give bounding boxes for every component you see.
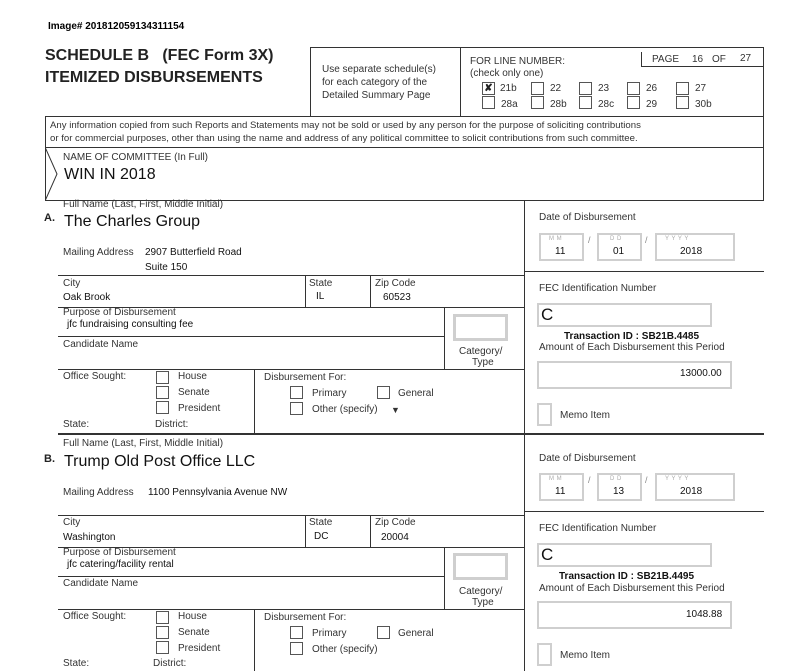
entry-a-memo-label: Memo Item bbox=[560, 410, 611, 421]
entry-b-president-label: President bbox=[178, 643, 221, 654]
entry-a-fec-prefix: C bbox=[541, 305, 554, 324]
entry-b-category-label: Category/ bbox=[459, 586, 503, 597]
entry-a-amount-label: Amount of Each Disbursement this Period bbox=[539, 342, 725, 353]
line-29-label: 29 bbox=[646, 99, 658, 110]
entry-a-office-label: Office Sought: bbox=[63, 371, 127, 382]
entry-b-memo-checkbox[interactable] bbox=[537, 643, 552, 666]
entry-b-president-checkbox[interactable] bbox=[156, 641, 169, 654]
entry-b-payee-name: Trump Old Post Office LLC bbox=[64, 453, 256, 470]
line-21b-checkbox[interactable]: ✘ bbox=[482, 82, 495, 95]
entry-b-house-checkbox[interactable] bbox=[156, 611, 169, 624]
entry-a-year: 2018 bbox=[680, 246, 703, 257]
line-26-label: 26 bbox=[646, 83, 658, 94]
entry-b-amount: 1048.88 bbox=[686, 609, 723, 620]
entry-a-address-line2: Suite 150 bbox=[145, 262, 188, 273]
entry-b-candidate-label: Candidate Name bbox=[63, 578, 139, 589]
entry-a-state-field-label: State: bbox=[63, 419, 90, 430]
entry-b-general-label: General bbox=[398, 628, 434, 639]
page-label: PAGE bbox=[652, 54, 680, 65]
entry-a-day: 01 bbox=[613, 246, 625, 257]
line-28b-checkbox[interactable] bbox=[531, 96, 544, 109]
entry-b-date-slash1: / bbox=[588, 475, 591, 485]
entry-b-day-ticks: D D bbox=[610, 476, 622, 482]
entry-a-general-checkbox[interactable] bbox=[377, 386, 390, 399]
entry-a-transaction-id: Transaction ID : SB21B.4485 bbox=[564, 331, 700, 342]
entry-a-other-checkbox[interactable] bbox=[290, 402, 303, 415]
line-29-checkbox[interactable] bbox=[627, 96, 640, 109]
committee-name: WIN IN 2018 bbox=[64, 166, 156, 183]
entry-b-day: 13 bbox=[613, 486, 625, 497]
entry-b-fec-id-box[interactable] bbox=[537, 543, 712, 567]
entry-a-city-label: City bbox=[63, 278, 81, 289]
entry-a-zip: 60523 bbox=[383, 292, 411, 303]
entry-b-full-name-label: Full Name (Last, First, Middle Initial) bbox=[63, 438, 224, 449]
line-22-checkbox[interactable] bbox=[531, 82, 544, 95]
entry-a-disbursement-for-label: Disbursement For: bbox=[264, 372, 347, 383]
page-total: 27 bbox=[740, 53, 752, 64]
entry-a-month-ticks: M M bbox=[549, 236, 563, 242]
line-28c-checkbox[interactable] bbox=[579, 96, 592, 109]
line-28a-checkbox[interactable] bbox=[482, 96, 495, 109]
entry-a-zip-label: Zip Code bbox=[375, 278, 416, 289]
entry-b-type-label: Type bbox=[472, 597, 494, 608]
entry-a-payee-name: The Charles Group bbox=[64, 213, 201, 230]
entry-a-fec-id-label: FEC Identification Number bbox=[539, 283, 657, 294]
line-30b-checkbox[interactable] bbox=[676, 96, 689, 109]
entry-b-state-label: State bbox=[309, 517, 333, 528]
check-only-one: (check only one) bbox=[470, 68, 544, 79]
line-28c-label: 28c bbox=[598, 99, 615, 110]
line-28b-label: 28b bbox=[550, 99, 567, 110]
line-21b-label: 21b bbox=[500, 83, 517, 94]
entry-a-primary-label: Primary bbox=[312, 388, 347, 399]
entry-b-year-ticks: Y Y Y Y bbox=[665, 476, 689, 482]
entry-b-state-field-label: State: bbox=[63, 658, 90, 669]
instructions-line2: for each category of the bbox=[322, 77, 428, 88]
entry-a-state-label: State bbox=[309, 278, 333, 289]
entry-b-zip: 20004 bbox=[381, 532, 409, 543]
entry-b-address-line1: 1100 Pennsylvania Avenue NW bbox=[148, 487, 288, 498]
entry-b-date-slash2: / bbox=[645, 475, 648, 485]
entry-a-date-slash2: / bbox=[645, 235, 648, 245]
instructions-line3: Detailed Summary Page bbox=[322, 90, 431, 101]
entry-a-category-box[interactable] bbox=[453, 314, 508, 341]
entry-a-category-label: Category/ bbox=[459, 346, 503, 357]
line-27-label: 27 bbox=[695, 83, 707, 94]
line-22-label: 22 bbox=[550, 83, 562, 94]
form-title: SCHEDULE B (FEC Form 3X) bbox=[45, 47, 274, 64]
entry-b-fec-id-label: FEC Identification Number bbox=[539, 523, 657, 534]
line-28a-label: 28a bbox=[501, 99, 518, 110]
entry-b-date-label: Date of Disbursement bbox=[539, 453, 636, 464]
entry-b-office-label: Office Sought: bbox=[63, 611, 127, 622]
entry-b-fec-prefix: C bbox=[541, 545, 554, 564]
entry-a-day-ticks: D D bbox=[610, 236, 622, 242]
entry-a-memo-checkbox[interactable] bbox=[537, 403, 552, 426]
entry-a-candidate-label: Candidate Name bbox=[63, 339, 139, 350]
entry-b-zip-label: Zip Code bbox=[375, 517, 416, 528]
entry-b-transaction-id: Transaction ID : SB21B.4495 bbox=[559, 571, 695, 582]
entry-a-type-label: Type bbox=[472, 357, 494, 368]
entry-b-primary-label: Primary bbox=[312, 628, 347, 639]
entry-a-state: IL bbox=[316, 291, 325, 302]
entry-b-other-checkbox[interactable] bbox=[290, 642, 303, 655]
entry-b-senate-checkbox[interactable] bbox=[156, 626, 169, 639]
entry-b-category-box[interactable] bbox=[453, 553, 508, 580]
entry-b-senate-label: Senate bbox=[178, 627, 210, 638]
entry-b-month-ticks: M M bbox=[549, 476, 563, 482]
entry-a-house-checkbox[interactable] bbox=[156, 371, 169, 384]
entry-b-district-label: District: bbox=[153, 658, 187, 669]
entry-b-month: 11 bbox=[555, 486, 566, 497]
entry-a-mailing-label: Mailing Address bbox=[63, 247, 134, 258]
entry-a-other-dropdown-icon[interactable]: ▼ bbox=[391, 405, 400, 415]
entry-a-month: 11 bbox=[555, 246, 566, 257]
entry-b-letter: B. bbox=[44, 453, 55, 465]
entry-a-other-label: Other (specify) bbox=[312, 404, 378, 415]
committee-label: NAME OF COMMITTEE (In Full) bbox=[63, 152, 208, 163]
entry-b-memo-label: Memo Item bbox=[560, 650, 611, 661]
line-23-checkbox[interactable] bbox=[579, 82, 592, 95]
entry-b-amount-label: Amount of Each Disbursement this Period bbox=[539, 583, 725, 594]
entry-b-purpose-label: Purpose of Disbursement bbox=[63, 547, 176, 558]
entry-a-president-label: President bbox=[178, 403, 221, 414]
entry-b-disbursement-for-label: Disbursement For: bbox=[264, 612, 347, 623]
form-subtitle: ITEMIZED DISBURSEMENTS bbox=[45, 69, 263, 86]
entry-a-primary-checkbox[interactable] bbox=[290, 386, 303, 399]
entry-a-house-label: House bbox=[178, 371, 207, 382]
page-of-label: OF bbox=[712, 54, 726, 65]
entry-a-general-label: General bbox=[398, 388, 434, 399]
page-number: 16 bbox=[692, 54, 704, 65]
entry-b-general-checkbox[interactable] bbox=[377, 626, 390, 639]
entry-a-purpose-label: Purpose of Disbursement bbox=[63, 307, 176, 318]
entry-a-purpose: jfc fundraising consulting fee bbox=[67, 319, 194, 330]
entry-b-year: 2018 bbox=[680, 486, 703, 497]
instructions-line1: Use separate schedule(s) bbox=[322, 64, 436, 75]
entry-a-amount: 13000.00 bbox=[680, 368, 722, 379]
entry-b-house-label: House bbox=[178, 611, 207, 622]
entry-a-letter: A. bbox=[44, 212, 55, 224]
entry-a-year-ticks: Y Y Y Y bbox=[665, 236, 689, 242]
entry-b-city-label: City bbox=[63, 517, 81, 528]
entry-a-fec-id-box[interactable] bbox=[537, 303, 712, 327]
entry-a-president-checkbox[interactable] bbox=[156, 401, 169, 414]
entry-a-date-slash1: / bbox=[588, 235, 591, 245]
entry-b-state: DC bbox=[314, 531, 329, 542]
entry-b-purpose: jfc catering/facility rental bbox=[67, 559, 174, 570]
line-number-label: FOR LINE NUMBER: bbox=[470, 56, 566, 67]
entry-b-other-label: Other (specify) bbox=[312, 644, 378, 655]
image-id: Image# 201812059134311154 bbox=[48, 21, 185, 32]
entry-a-district-label: District: bbox=[155, 419, 189, 430]
entry-b-primary-checkbox[interactable] bbox=[290, 626, 303, 639]
notice-line1: Any information copied from such Reports and Statements may not be sold or used by any person for the purpose of soliciting contributions bbox=[50, 120, 641, 131]
line-27-checkbox[interactable] bbox=[676, 82, 689, 95]
entry-a-senate-label: Senate bbox=[178, 387, 210, 398]
line-23-label: 23 bbox=[598, 83, 610, 94]
entry-b-mailing-label: Mailing Address bbox=[63, 487, 134, 498]
line-26-checkbox[interactable] bbox=[627, 82, 640, 95]
entry-a-full-name-label: Full Name (Last, First, Middle Initial) bbox=[63, 199, 224, 210]
entry-a-city: Oak Brook bbox=[63, 292, 111, 303]
notice-line2: or for commercial purposes, other than using the name and address of any political committee to solicit contributions from such committee. bbox=[50, 133, 638, 144]
entry-b-city: Washington bbox=[63, 532, 116, 543]
committee-arrow-icon bbox=[45, 147, 59, 201]
entry-a-address-line1: 2907 Butterfield Road bbox=[145, 247, 242, 258]
entry-a-date-label: Date of Disbursement bbox=[539, 212, 636, 223]
line-30b-label: 30b bbox=[695, 99, 712, 110]
entry-a-senate-checkbox[interactable] bbox=[156, 386, 169, 399]
